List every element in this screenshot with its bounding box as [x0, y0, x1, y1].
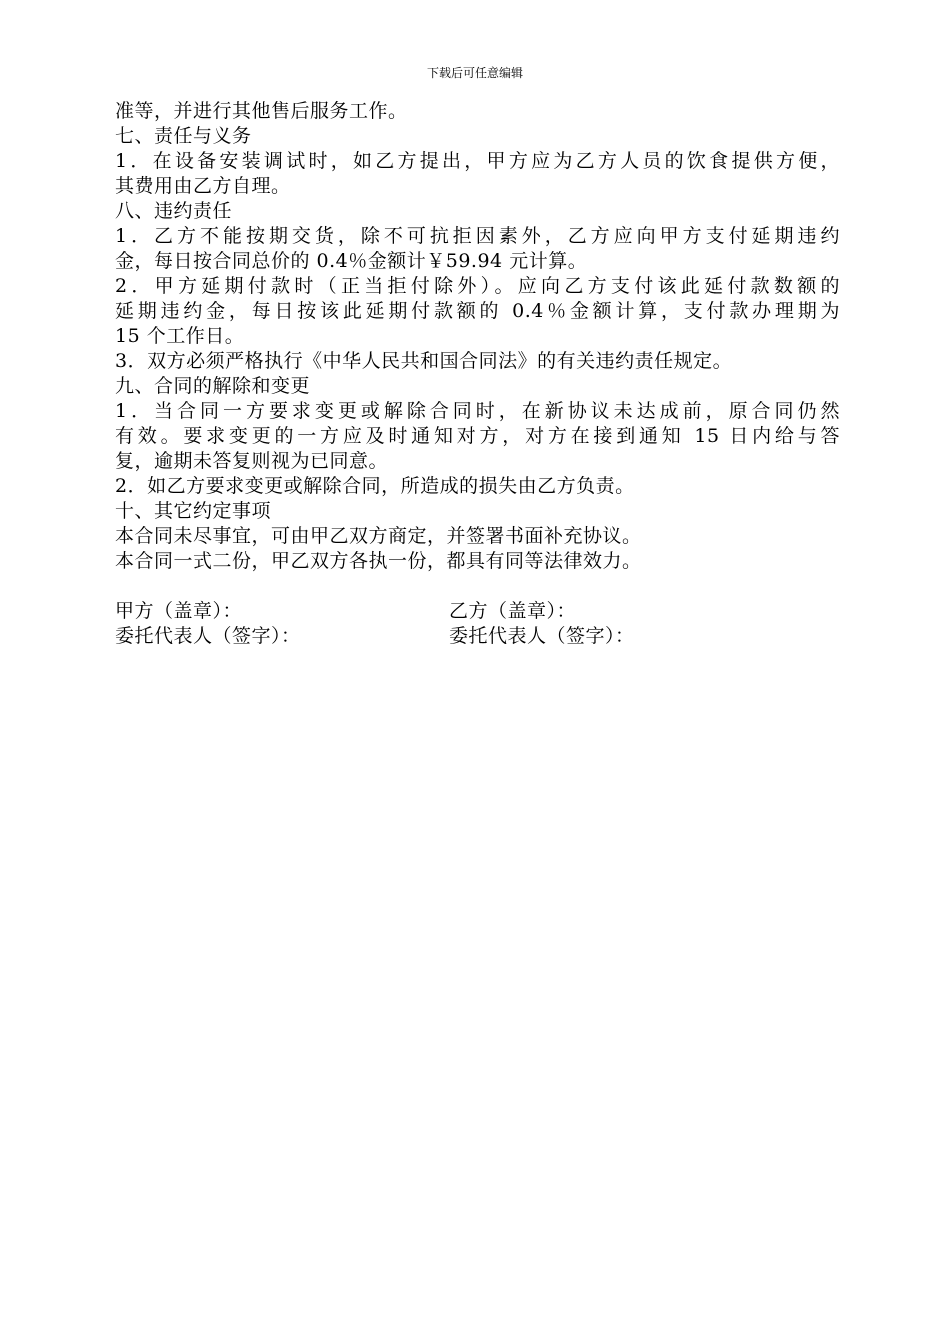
text-line: 七、责任与义务	[115, 125, 252, 147]
text-line: 八、违约责任	[115, 200, 233, 222]
contract-body	[115, 99, 840, 649]
text-line: 九、合同的解除和变更	[115, 375, 311, 397]
text-line: 本合同一式二份，甲乙双方各执一份，都具有同等法律效力。	[115, 550, 642, 572]
text-line: 金，每日按合同总价的 0.4％金额计￥59.94 元计算。	[115, 250, 588, 272]
text-line: 1．当合同一方要求变更或解除合同时，在新协议未达成前，原合同仍然	[115, 400, 840, 422]
text-line: 复，逾期未答复则视为已同意。	[115, 450, 389, 472]
signature-row-seal	[115, 599, 840, 624]
blank-line	[115, 574, 840, 599]
page-header: 下载后可任意编辑	[426, 66, 523, 80]
text-line: 2．如乙方要求变更或解除合同，所造成的损失由乙方负责。	[115, 475, 635, 497]
party-b-seal-label: 乙方（盖章）：	[449, 600, 577, 622]
signature-row-representative	[115, 624, 840, 649]
text-line: 1．乙方不能按期交货，除不可抗拒因素外，乙方应向甲方支付延期违约	[115, 225, 840, 247]
text-line: 2．甲方延期付款时（正当拒付除外）。应向乙方支付该此延付款数额的	[115, 275, 840, 297]
text-line: 本合同未尽事宜，可由甲乙双方商定，并签署书面补充协议。	[115, 525, 642, 547]
text-line: 1．在设备安装调试时，如乙方提出，甲方应为乙方人员的饮食提供方便，	[115, 150, 840, 172]
party-a-seal-label: 甲方（盖章）：	[115, 600, 243, 622]
text-line: 3．双方必须严格执行《中华人民共和国合同法》的有关违约责任规定。	[115, 350, 733, 372]
text-line: 延期违约金，每日按该此延期付款额的 0.4％金额计算，支付款办理期为	[115, 300, 840, 322]
text-line: 15 个工作日。	[115, 325, 245, 347]
text-line: 其费用由乙方自理。	[115, 175, 291, 197]
party-b-representative-label: 委托代表人（签字）：	[449, 625, 635, 647]
text-line: 准等，并进行其他售后服务工作。	[115, 100, 408, 122]
text-line: 有效。要求变更的一方应及时通知对方，对方在接到通知 15 日内给与答	[115, 425, 840, 447]
text-line: 十、其它约定事项	[115, 500, 272, 522]
contract-clauses	[115, 99, 840, 574]
party-a-representative-label: 委托代表人（签字）：	[115, 625, 301, 647]
